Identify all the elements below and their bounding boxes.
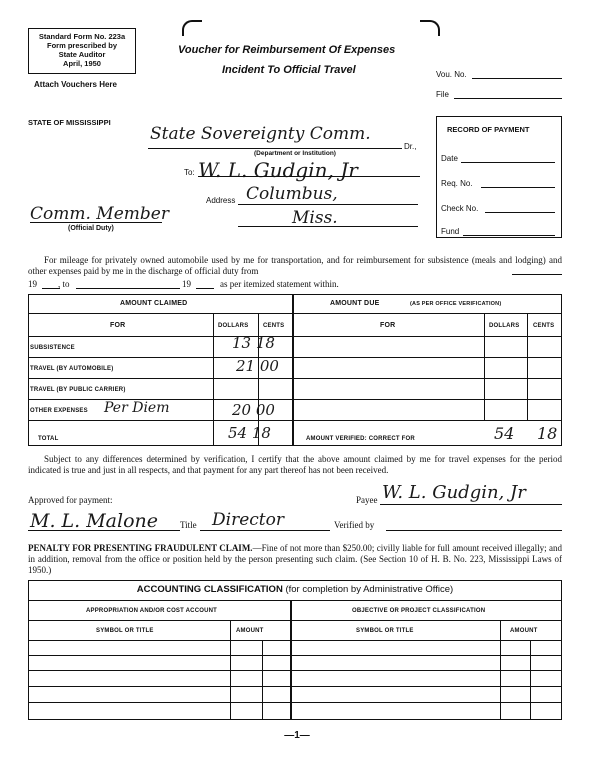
intro-line2-to: , to <box>58 279 70 289</box>
address-line-2 <box>238 226 418 227</box>
for-header-left: FOR <box>110 322 126 329</box>
accounting-box <box>28 580 562 720</box>
to-label: To: <box>184 168 195 177</box>
file-line <box>454 98 562 99</box>
per-diem-handwriting: Per Diem <box>104 400 170 416</box>
form-number-box <box>28 28 136 74</box>
dollars-header-left: DOLLARS <box>218 323 249 329</box>
record-fund: Fund <box>441 227 460 236</box>
accounting-subtitle: (for completion by Administrative Office) <box>285 584 454 595</box>
title-label: Title <box>180 520 197 530</box>
dollars-header-right: DOLLARS <box>489 323 520 329</box>
intro-from-line <box>512 274 562 275</box>
subsistence-amount: 13 18 <box>232 334 275 352</box>
for-header-right: FOR <box>380 322 396 329</box>
verified-cents: 18 <box>537 424 558 443</box>
amount-left: AMOUNT <box>236 628 264 634</box>
cents-header-left: CENTS <box>263 323 285 329</box>
vou-no-label: Vou. No. <box>436 70 467 79</box>
row-total: TOTAL <box>38 436 59 442</box>
department-caption: (Department or Institution) <box>254 150 336 157</box>
form-auditor: State Auditor <box>58 50 106 59</box>
accounting-title-main: ACCOUNTING CLASSIFICATION <box>136 584 283 595</box>
official-duty-line <box>30 222 162 223</box>
amount-right: AMOUNT <box>510 628 538 634</box>
record-req: Req. No. <box>441 179 473 188</box>
row-automobile: TRAVEL (BY AUTOMOBILE) <box>30 366 114 372</box>
city-handwriting: Columbus, <box>246 184 338 204</box>
approver-line <box>28 530 180 531</box>
vou-no-line <box>472 78 562 79</box>
amount-due-header: AMOUNT DUE <box>330 300 380 307</box>
form-date: April, 1950 <box>63 59 101 68</box>
address-label: Address <box>206 196 236 205</box>
accounting-col2: OBJECTIVE OR PROJECT CLASSIFICATION <box>352 608 486 614</box>
payee-line <box>380 504 562 505</box>
approved-label: Approved for payment: <box>28 495 113 505</box>
official-duty-handwriting: Comm. Member <box>30 204 169 224</box>
verified-by-line <box>386 530 562 531</box>
page-number: —1— <box>284 730 310 741</box>
record-of-payment-title: RECORD OF PAYMENT <box>447 125 530 134</box>
row-public-carrier: TRAVEL (BY PUBLIC CARRIER) <box>30 387 126 393</box>
payee-signature: W. L. Gudgin, Jr <box>382 482 526 503</box>
record-date: Date <box>441 154 458 163</box>
department-line <box>148 148 402 149</box>
intro-text: For mileage for privately owned automobile used by me for transportation, and for reimbursement for subsistence (meals and lodging) and other expenses paid by me in the discharge of official duty from <box>28 255 562 276</box>
corner-mark-left <box>182 20 202 36</box>
name-line <box>198 176 420 177</box>
penalty-body: —Fine of not more than $250.00; civilly liable for full amount received illegally; and in addition, removal from the office or position held by the person presenting such claim. (See Section 10 of H. B. No. 223, Mississippi Laws of 1950.) <box>28 543 562 575</box>
amount-due-note: (AS PER OFFICE VERIFICATION) <box>410 301 502 307</box>
symbol-title-right: SYMBOL OR TITLE <box>356 628 414 634</box>
record-of-payment-box <box>436 116 562 238</box>
record-check: Check No. <box>441 204 479 213</box>
automobile-amount: 21 00 <box>236 357 279 375</box>
amount-verified-label: AMOUNT VERIFIED: CORRECT FOR <box>306 436 415 442</box>
verified-dollars: 54 <box>494 424 515 443</box>
official-duty-caption: (Official Duty) <box>68 225 114 232</box>
dr-label: Dr., <box>404 142 417 151</box>
address-line <box>238 204 418 205</box>
state-label: STATE OF MISSISSIPPI <box>28 118 111 127</box>
corner-mark-right <box>420 20 440 36</box>
accounting-col1: APPROPRIATION AND/OR COST ACCOUNT <box>86 608 218 614</box>
form-title: Voucher for Reimbursement Of Expenses <box>178 44 396 56</box>
state-handwriting: Miss. <box>292 208 338 228</box>
attach-vouchers-label: Attach Vouchers Here <box>34 80 117 89</box>
certification-text: Subject to any differences determined by verification, I certify that the above amount claimed by me for travel expenses for the period indicated is true and just in all respects, and that payment for any part thereof has not been received. <box>28 454 562 475</box>
title-line <box>200 530 330 531</box>
intro-line2-19: 19 <box>28 279 37 289</box>
payee-label: Payee <box>356 495 378 505</box>
total-amount: 54 18 <box>228 424 271 442</box>
verified-by-label: Verified by <box>334 520 375 530</box>
row-subsistence: SUBSISTENCE <box>30 345 75 351</box>
department-handwriting: State Sovereignty Comm. <box>150 124 371 144</box>
intro-line2-rest: as per itemized statement within. <box>220 279 339 289</box>
form-number: Standard Form No. 223a <box>38 32 126 41</box>
amount-claimed-header: AMOUNT CLAIMED <box>120 300 188 307</box>
name-handwriting: W. L. Gudgin, Jr <box>198 158 358 182</box>
penalty-text <box>28 543 562 576</box>
file-label: File <box>436 90 449 99</box>
intro-line2-19b: 19 <box>182 279 191 289</box>
row-other: OTHER EXPENSES <box>30 408 88 414</box>
approver-signature: M. L. Malone <box>30 510 159 532</box>
form-subtitle: Incident To Official Travel <box>222 64 356 76</box>
title-handwriting: Director <box>212 510 284 530</box>
form-prescribed: Form prescribed by <box>46 41 118 50</box>
other-amount: 20 00 <box>232 401 275 419</box>
accounting-title <box>28 584 562 595</box>
symbol-title-left: SYMBOL OR TITLE <box>96 628 154 634</box>
penalty-heading: PENALTY FOR PRESENTING FRAUDULENT CLAIM. <box>28 543 253 553</box>
cents-header-right: CENTS <box>533 323 555 329</box>
